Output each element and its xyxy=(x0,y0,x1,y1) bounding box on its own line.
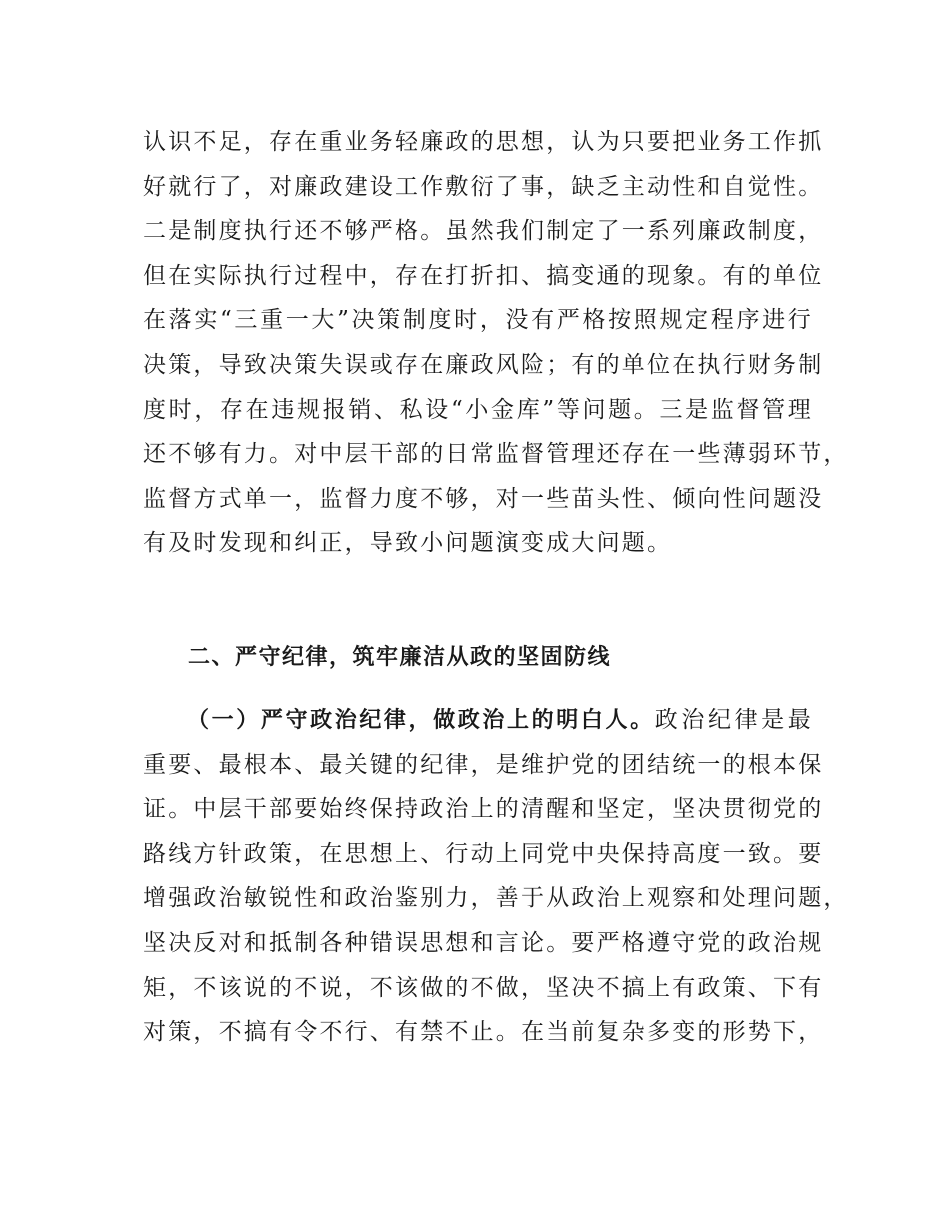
text-line: 认识不足，存在重业务轻廉政的思想，认为只要把业务工作抓 xyxy=(143,129,824,155)
text-line: 决策，导致决策失误或存在廉政风险；有的单位在执行财务制 xyxy=(143,351,824,378)
text-line: 证。中层干部要始终保持政治上的清醒和坚定，坚决贯彻党的 xyxy=(143,796,824,823)
text-line: 矩，不该说的不说，不该做的不做，坚决不搞上有政策、下有 xyxy=(143,974,824,1001)
body-paragraph-top xyxy=(143,120,849,566)
text-line: 增强政治敏锐性和政治鉴别力，善于从政治上观察和处理问题， xyxy=(143,885,849,912)
text-line: 好就行了，对廉政建设工作敷衍了事，缺乏主动性和自觉性。 xyxy=(143,173,824,200)
text-line: 在落实“三重一大”决策制度时，没有严格按照规定程序进行 xyxy=(143,307,813,334)
text-line: 度时，存在违规报销、私设“小金库”等问题。三是监督管理 xyxy=(143,396,813,423)
text-line: 二是制度执行还不够严格。虽然我们制定了一系列廉政制度， xyxy=(143,218,824,245)
text-line: 有及时发现和纠正，导致小问题演变成大问题。 xyxy=(143,530,673,557)
text-line: 坚决反对和抵制各种错误思想和言论。要严格遵守党的政治规 xyxy=(143,929,824,956)
section-heading: 二、严守纪律，筑牢廉洁从政的坚固防线 xyxy=(188,645,612,670)
text-line: 还不够有力。对中层干部的日常监督管理还存在一些薄弱环节， xyxy=(143,441,849,468)
text-line: 重要、最根本、最关键的纪律，是维护党的团结统一的根本保 xyxy=(143,751,824,778)
text-line: 监督方式单一，监督力度不够，对一些苗头性、倾向性问题没 xyxy=(143,485,824,512)
subsection-first-line-rest: 政治纪律是最 xyxy=(654,707,813,733)
body-paragraph-subsection xyxy=(143,698,849,1055)
text-line: 对策，不搞有令不行、有禁不止。在当前复杂多变的形势下， xyxy=(143,1019,824,1046)
text-line: 路线方针政策，在思想上、行动上同党中央保持高度一致。要 xyxy=(143,840,824,867)
text-line: 但在实际执行过程中，存在打折扣、搞变通的现象。有的单位 xyxy=(143,262,824,289)
subsection-lead: （一）严守政治纪律，做政治上的明白人。 xyxy=(187,708,655,733)
subsection-first-line xyxy=(143,698,813,743)
